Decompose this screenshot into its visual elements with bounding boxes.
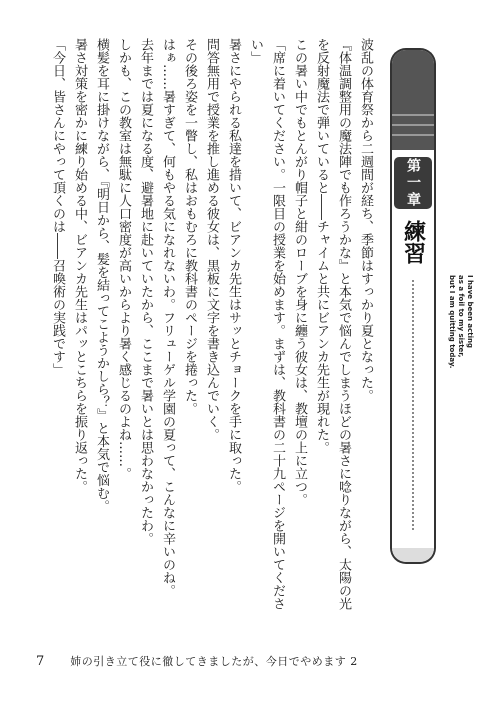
chapter-tab-stripe: [392, 114, 434, 116]
text-line: 横髪を耳に掛けながら、『明日から、髪を結ってこようかしら？』と本気で悩む。: [94, 38, 109, 513]
page-number: 7: [36, 653, 45, 669]
chapter-title: 練習: [400, 220, 426, 264]
text-line: 「席に着いてください。一限目の授業を始めます。まずは、教科書の二十九ページを開いてください」: [248, 38, 285, 610]
text-line: はぁ……暑すぎて、何もやる気になれないわ。フリューゲル学園の夏って、こんなに辛いのね。: [160, 38, 175, 597]
text-line: 「今日、皆さんにやって頂くのは――召喚術の実践です」: [50, 38, 65, 376]
text-line: 去年までは夏になる度、避暑地に赴いていたから、ここまで暑いとは思わなかったわ。: [138, 38, 153, 545]
series-tagline: [440, 275, 474, 415]
tagline-line: but I am quitting today.: [448, 275, 456, 369]
text-line: 問答無用で授業を推し進める彼女は、黒板に文字を書き込んでいく。: [204, 38, 219, 441]
page-footer: [36, 653, 466, 669]
chapter-dotted-leader: [412, 280, 414, 530]
text-line: 暑さにやられる私達を措いて、ビアンカ先生はサッとチョークを手に取った。: [226, 38, 241, 493]
text-line: しかも、この教室は無駄に人口密度が高いからより暑く感じるのよね……。: [116, 38, 131, 480]
running-title: 姉の引き立て役に徹してきましたが、今日でやめます 2: [70, 655, 358, 668]
chapter-tab: [392, 50, 434, 562]
chapter-tab-stripe: [392, 134, 434, 136]
text-line: その後ろ姿を一瞥し、私はおもむろに教科書のページを捲った。: [182, 38, 197, 415]
chapter-tab-footer: [392, 548, 434, 562]
chapter-number-badge: 第一章: [394, 157, 432, 209]
tagline-line: as a foil to my sister,: [457, 275, 465, 358]
text-line: 『体温調整用の魔法陣でも作ろうかな』と本気で悩んでしまうほどの暑さに唸りながら、太陽の光を反射魔法で弾いていると――チャイムと共にビアンカ先生が現れた。: [314, 38, 351, 610]
chapter-tab-stripe: [392, 124, 434, 126]
text-line: 波乱の体育祭から二週間が経ち、季節はすっかり夏となった。: [358, 38, 373, 402]
body-text: [28, 38, 376, 612]
text-line: この暑い中でもとんがり帽子と紺のローブを身に纏う彼女は、教壇の上に立つ。: [292, 38, 307, 506]
text-line: 暑さ対策を密かに練り始める中、ビアンカ先生はパッとこちらを振り返った。: [72, 38, 87, 493]
tagline-line: I have been acting: [466, 275, 474, 349]
